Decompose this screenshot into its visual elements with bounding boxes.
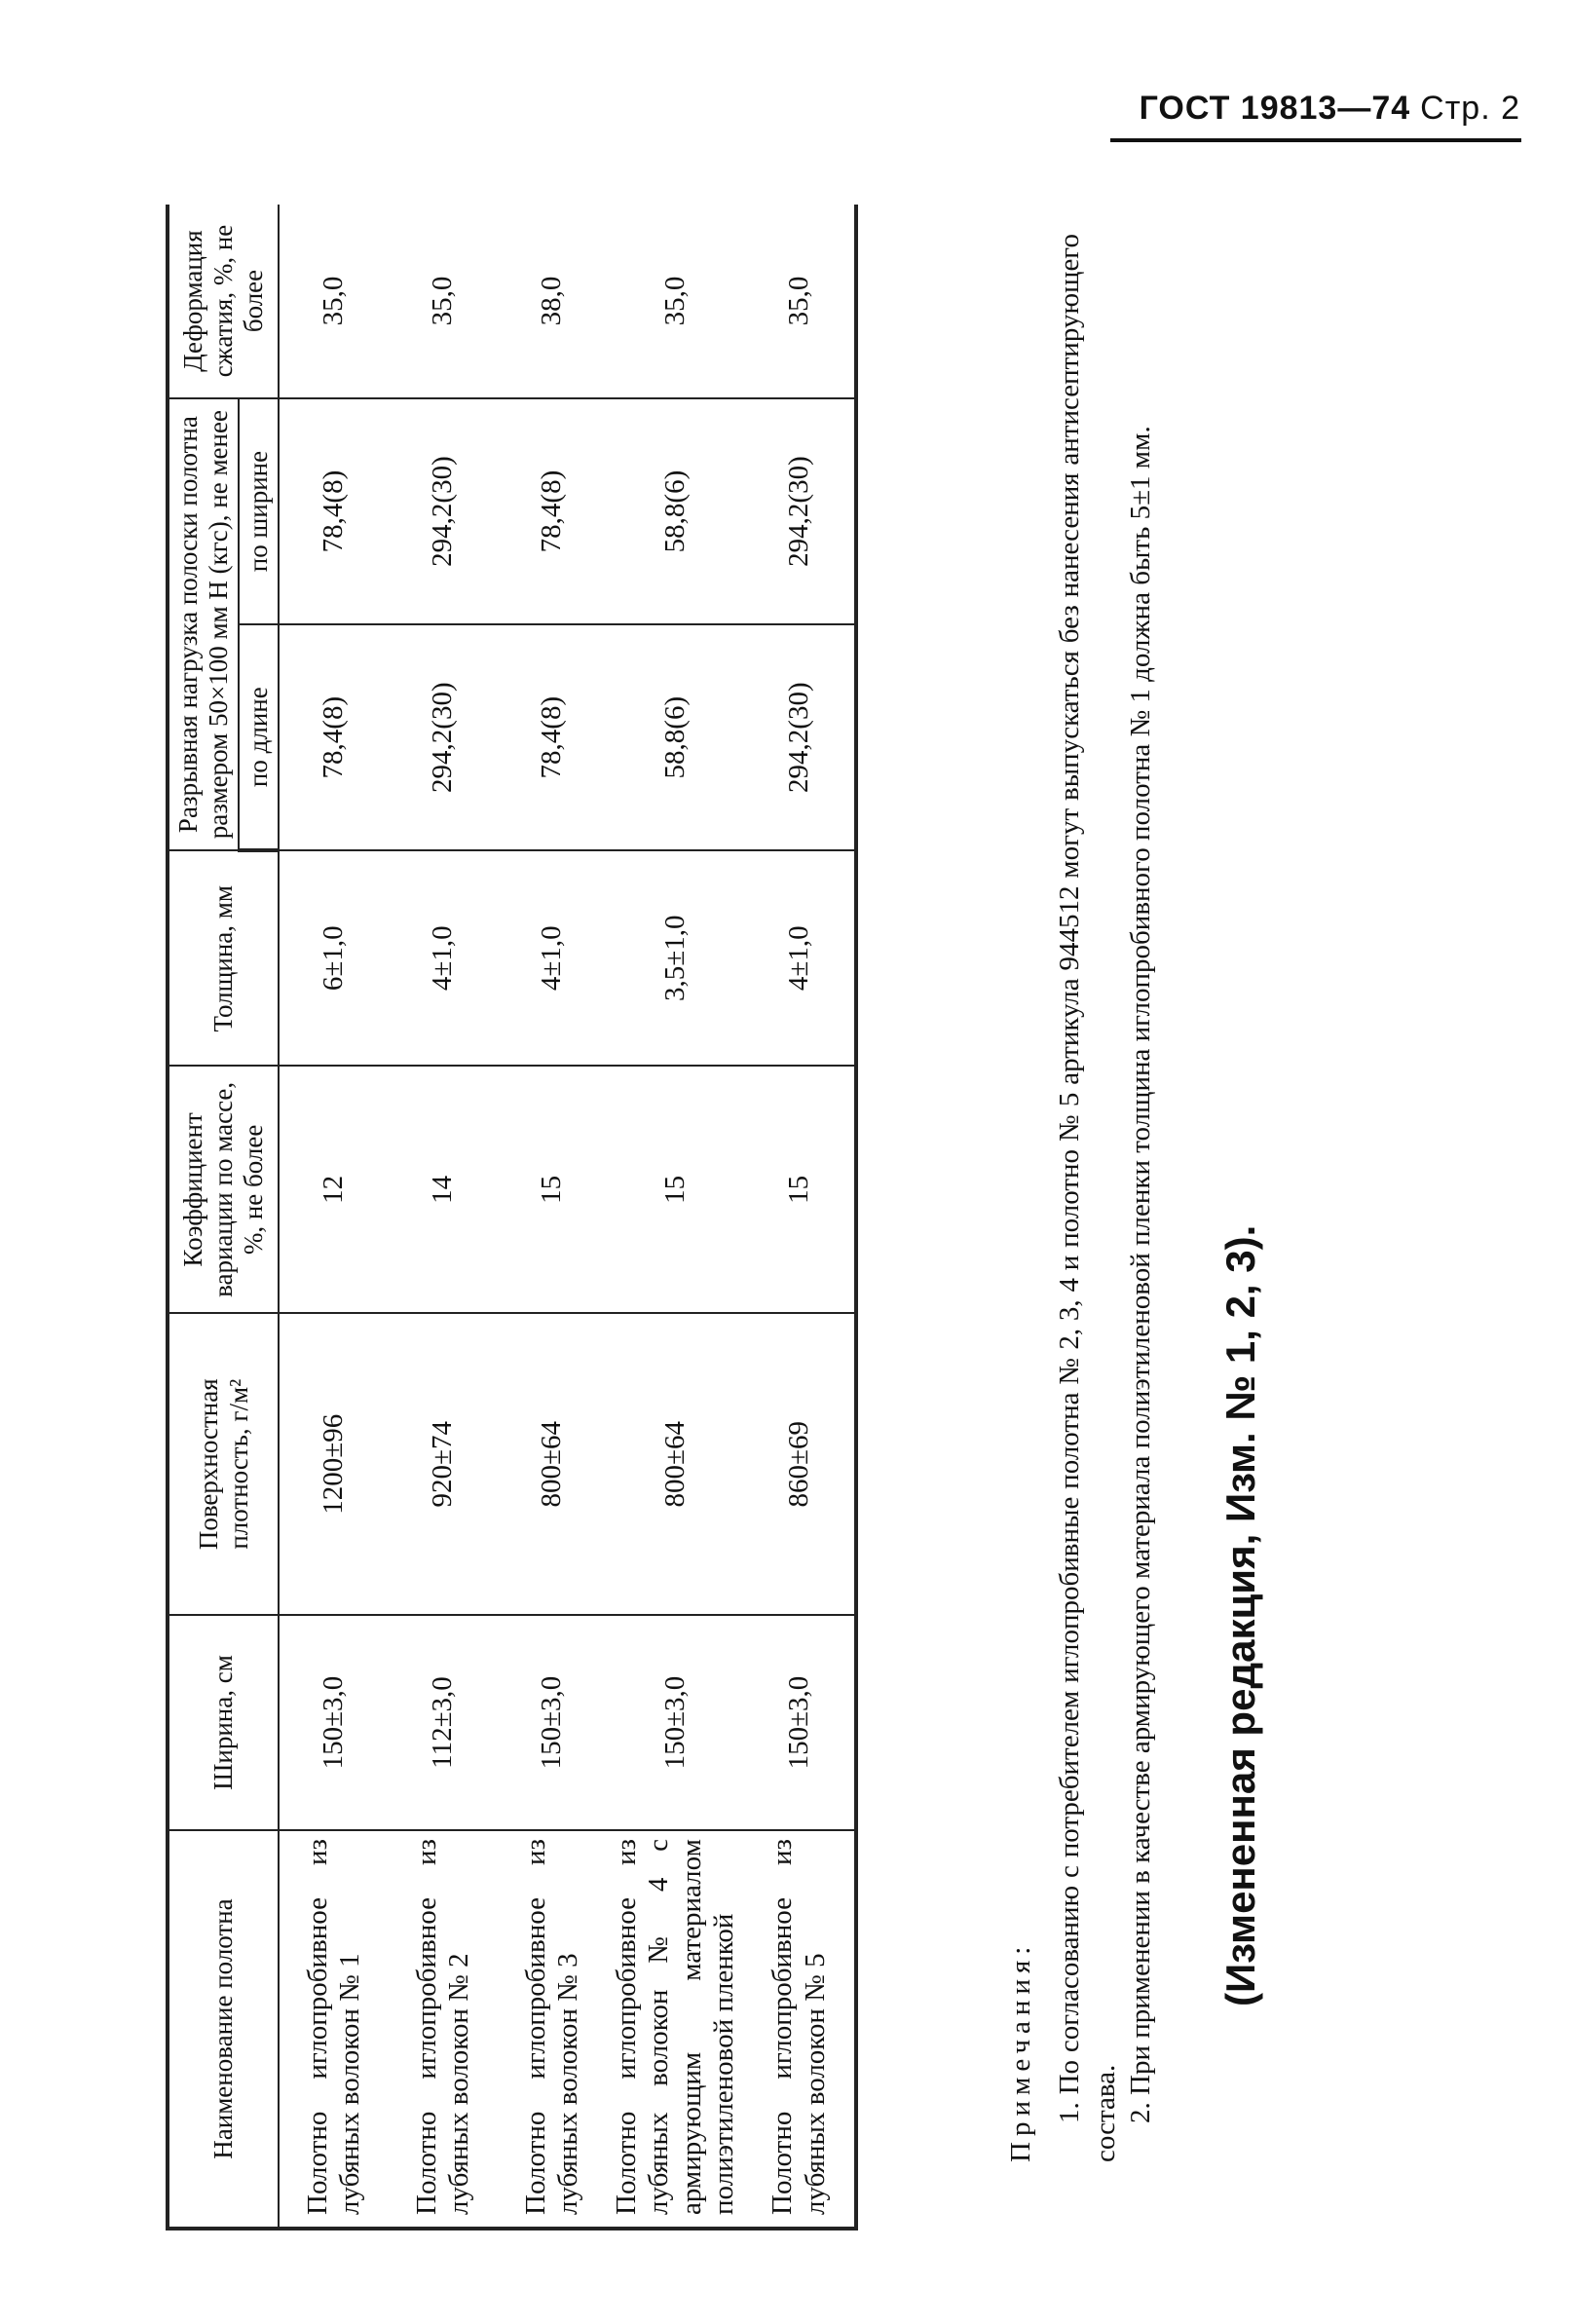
cell-break-width: 78,4(8) [279,398,389,624]
header-breaking-width: по ширине [239,398,279,624]
cell-name: Полотно иглопробивное из лубяных волокон № 2 [389,1830,498,2229]
cell-break-width: 78,4(8) [498,398,607,624]
header-breaking-length: по длине [239,624,279,850]
cell-break-width: 294,2(30) [389,398,498,624]
cell-break-length: 294,2(30) [745,624,856,850]
table-row [389,205,498,2229]
cell-break-length: 78,4(8) [498,624,607,850]
cell-name: Полотно иглопробивное из лубяных волокон № 1 [279,1830,389,2229]
cell-deformation: 35,0 [389,205,498,398]
cell-density: 800±64 [498,1314,607,1615]
cell-deformation: 38,0 [498,205,607,398]
header-variation: Коэффициент вариации по массе, %, не более [168,1066,279,1313]
cell-thickness: 4±1,0 [745,850,856,1066]
cell-deformation: 35,0 [607,205,744,398]
cell-density: 920±74 [389,1314,498,1615]
cell-break-length: 58,8(6) [607,624,744,850]
cell-variation: 12 [279,1066,389,1313]
table-row [607,205,744,2229]
cell-width: 150±3,0 [498,1615,607,1830]
table-row [745,205,856,2229]
cell-deformation: 35,0 [745,205,856,398]
cell-density: 1200±96 [279,1314,389,1615]
standard-number: ГОСТ 19813—74 [1139,90,1411,127]
header-thickness: Толщина, мм [168,850,279,1066]
cell-break-length: 294,2(30) [389,624,498,850]
cell-name: Полотно иглопробивное из лубяных волокон № 4 с армирующим материалом полиэтиленовой пленкой [607,1830,744,2229]
amendment-note: (Измененная редакция, Изм. № 1, 2, 3). [1217,1224,1263,2006]
cell-thickness: 6±1,0 [279,850,389,1066]
page-header [1140,90,1520,128]
cell-density: 800±64 [607,1314,744,1615]
header-density: Поверхностная плотность, г/м² [168,1314,279,1615]
cell-variation: 15 [607,1066,744,1313]
cell-width: 112±3,0 [389,1615,498,1830]
cell-name: Полотно иглопробивное из лубяных волокон № 3 [498,1830,607,2229]
page-number: Стр. 2 [1420,90,1520,127]
header-deformation: Деформация сжатия, %, не более [168,205,279,398]
cell-density: 860±69 [745,1314,856,1615]
cell-thickness: 3,5±1,0 [607,850,744,1066]
cell-deformation: 35,0 [279,205,389,398]
note-2: 2. При применении в качестве армирующего материала полиэтиленовой пленки толщина иглопробивного полотна № 1 должна быть 5±1 мм. [1124,426,1156,2123]
cell-name: Полотно иглопробивное из лубяных волокон № 5 [745,1830,856,2229]
cell-thickness: 4±1,0 [498,850,607,1066]
cell-thickness: 4±1,0 [389,850,498,1066]
rotated-content [166,205,1315,2230]
header-rule [1110,138,1521,142]
cell-width: 150±3,0 [279,1615,389,1830]
cell-width: 150±3,0 [607,1615,744,1830]
cell-break-width: 294,2(30) [745,398,856,624]
header-breaking-load: Разрывная нагрузка полоски полотна размером 50×100 мм Н (кгс), не менее [168,398,239,850]
note-1: 1. По согласованию с потребителем иглопробивные полотна № 2, 3, 4 и полотно № 5 артикула 944512 могут выпускаться без нанесения антисептирующего состава. [1054,234,1121,2162]
header-width: Ширина, см [168,1615,279,1830]
cell-variation: 15 [745,1066,856,1313]
table-row [498,205,607,2229]
table-row [279,205,389,2229]
cell-variation: 14 [389,1066,498,1313]
notes-title: Примечания: [1005,1940,1036,2162]
cell-variation: 15 [498,1066,607,1313]
cell-break-width: 58,8(6) [607,398,744,624]
spec-table [166,205,858,2230]
notes [1003,234,1158,2162]
header-name: Наименование полотна [168,1830,279,2229]
cell-break-length: 78,4(8) [279,624,389,850]
cell-width: 150±3,0 [745,1615,856,1830]
